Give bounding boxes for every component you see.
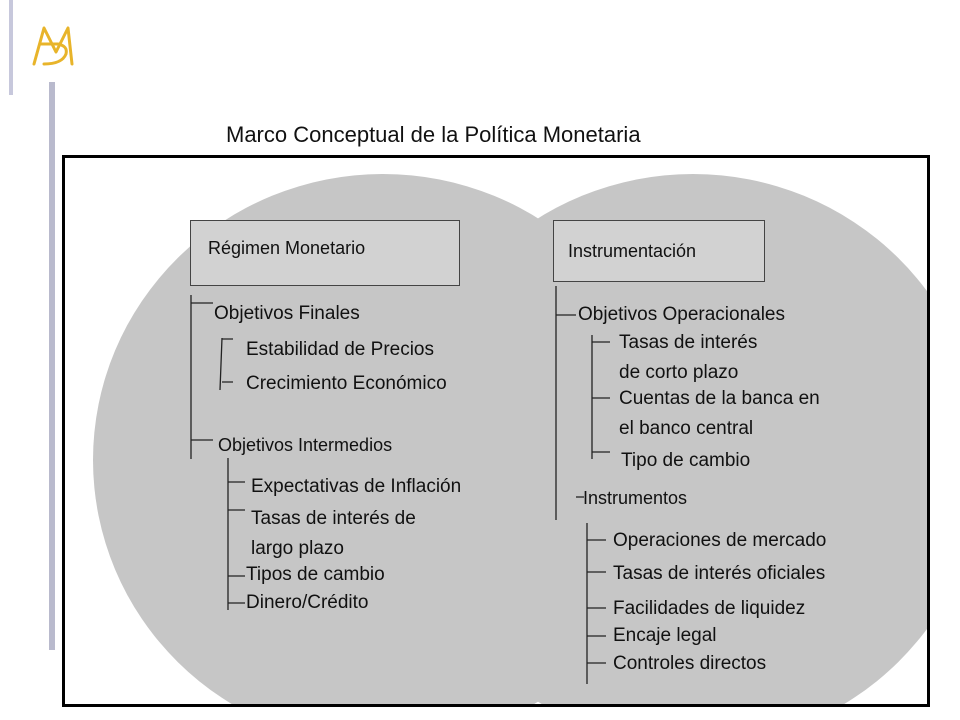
operacionales-item: el banco central bbox=[619, 418, 754, 439]
operacionales-item: Tasas de interés bbox=[619, 332, 758, 353]
logo bbox=[28, 22, 78, 68]
instrumentos-item: Facilidades de liquidez bbox=[613, 598, 806, 619]
instrumentos-item: Controles directos bbox=[613, 653, 767, 674]
finales-item: Crecimiento Económico bbox=[246, 373, 447, 394]
instrumentos-item: Encaje legal bbox=[613, 625, 717, 646]
intermedios-item: Expectativas de Inflación bbox=[251, 476, 462, 497]
operacionales-item: de corto plazo bbox=[619, 362, 739, 383]
instrumentacion-box bbox=[553, 220, 765, 282]
instrumentos-label: Instrumentos bbox=[583, 488, 688, 508]
objetivos-finales-label: Objetivos Finales bbox=[214, 303, 360, 324]
operacionales-item: Tipo de cambio bbox=[621, 450, 751, 471]
intermedios-item: Tipos de cambio bbox=[246, 564, 385, 585]
regimen-monetario-heading: Régimen Monetario bbox=[208, 237, 366, 258]
instrumentacion-heading: Instrumentación bbox=[568, 240, 697, 261]
decorative-rule-top bbox=[9, 0, 13, 95]
instrumentos-item: Tasas de interés oficiales bbox=[613, 563, 826, 584]
intermedios-item: Dinero/Crédito bbox=[246, 592, 369, 613]
objetivos-intermedios-label: Objetivos Intermedios bbox=[218, 435, 393, 455]
instrumentos-item: Operaciones de mercado bbox=[613, 530, 827, 551]
intermedios-item: Tasas de interés de bbox=[251, 508, 416, 529]
regimen-monetario-box bbox=[190, 220, 460, 286]
decorative-side-rule bbox=[49, 82, 55, 650]
page-title: Marco Conceptual de la Política Monetaria bbox=[226, 122, 641, 147]
objetivos-operacionales-label: Objetivos Operacionales bbox=[578, 304, 785, 325]
diagram-frame bbox=[62, 155, 930, 707]
operacionales-item: Cuentas de la banca en bbox=[619, 388, 820, 409]
intermedios-item: largo plazo bbox=[251, 538, 344, 559]
finales-item: Estabilidad de Precios bbox=[246, 339, 434, 360]
